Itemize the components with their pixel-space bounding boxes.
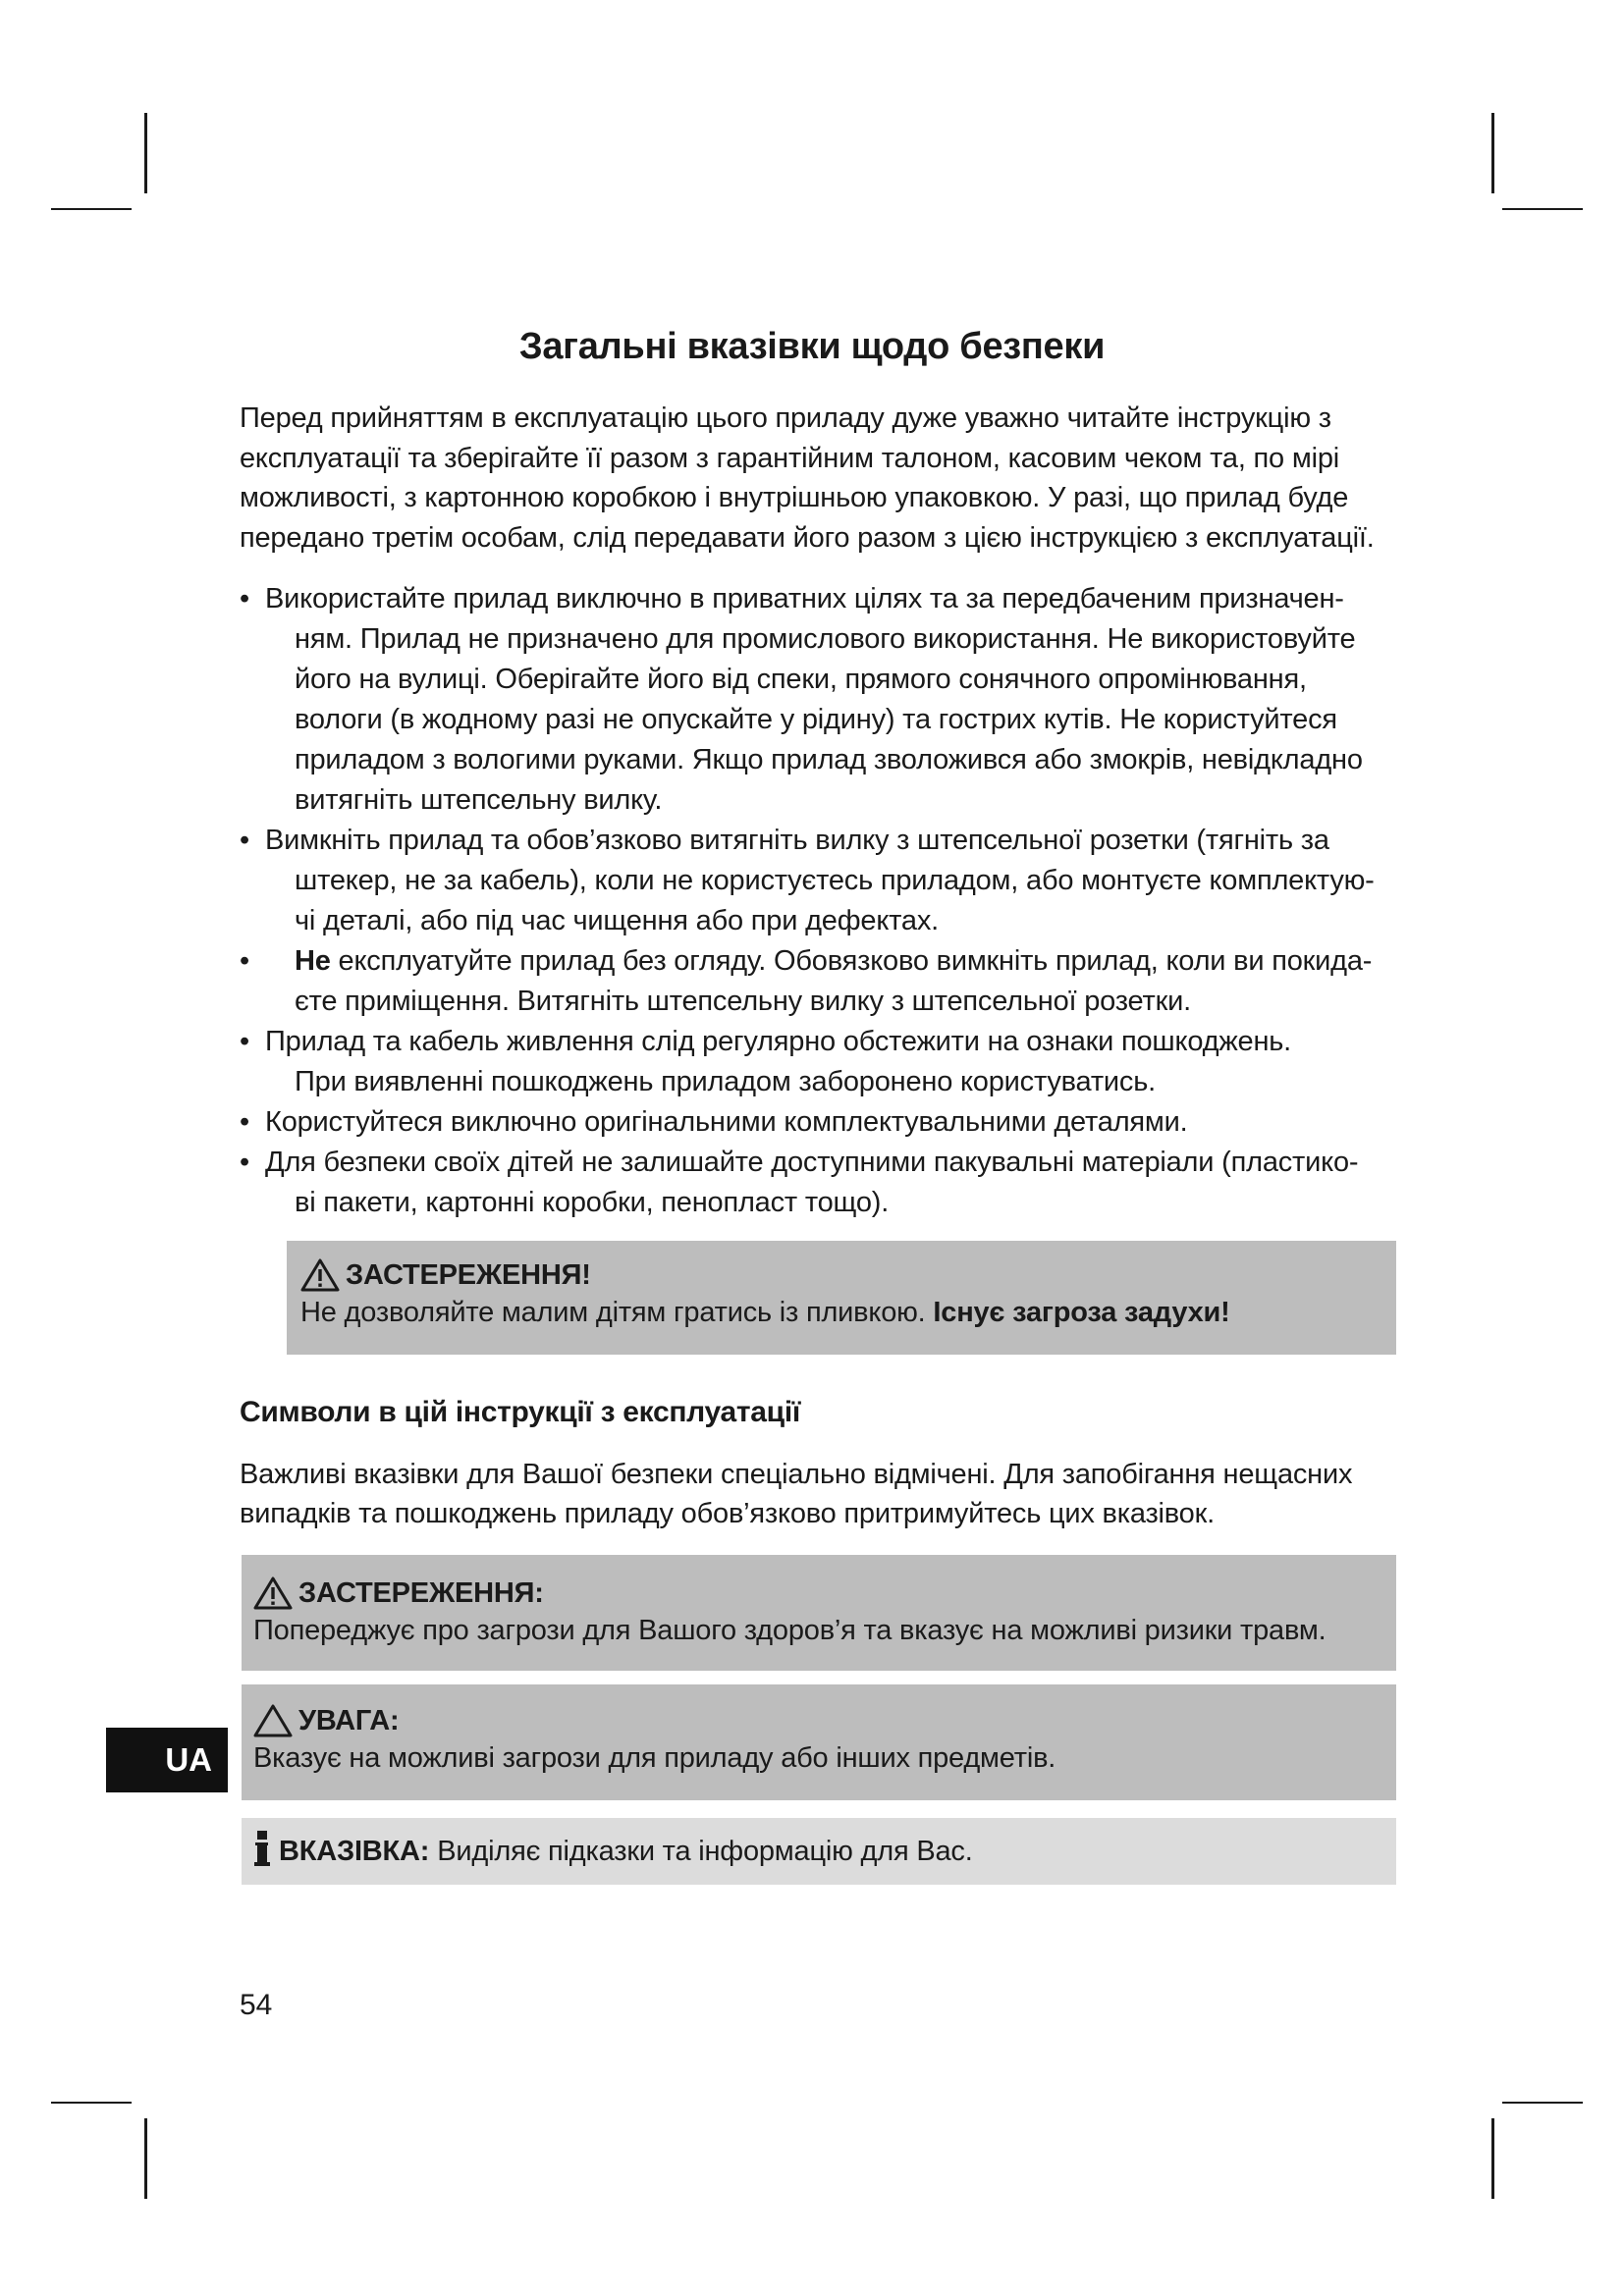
bullet-line: ням. Прилад не призначено для промислового використання. Не використовуйте <box>295 623 1356 655</box>
bullet-line: єте приміщення. Витягніть штепсельну вилку з штепсельної розетки. <box>295 986 1191 1017</box>
crop-mark <box>1502 2102 1583 2104</box>
bullet-line: Вимкніть прилад та обов’язково витягніть вилку з штепсельної розетки (тягніть за <box>265 825 1329 856</box>
bullet-line: вологи (в жодному разі не опускайте у рідину) та гострих кутів. Не користуйтеся <box>295 704 1337 735</box>
note-box-legend <box>242 1818 1396 1885</box>
bullet-dot: • <box>240 945 249 977</box>
bullet-dot: • <box>240 1026 249 1057</box>
warning-box-suffocation <box>287 1241 1396 1355</box>
note-text: Виділяє підказки та інформацію для Вас. <box>437 1836 973 1867</box>
intro-paragraph <box>240 399 1398 558</box>
symbols-line: випадків та пошкоджень приладу обов’язково притримуйтесь цих вказівок. <box>240 1498 1215 1529</box>
bullet-line: його на вулиці. Оберігайте його від спеки, прямого сонячного опромінювання, <box>295 664 1307 695</box>
intro-line: Перед прийняттям в експлуатацію цього приладу дуже уважно читайте інструкцію з <box>240 402 1331 434</box>
warning-triangle-icon <box>253 1576 293 1610</box>
list-item <box>240 821 1398 941</box>
caution-text: Вказує на можливі загрози для приладу або інших предметів. <box>253 1742 1056 1774</box>
bullet-line: приладом з вологими руками. Якщо прилад зволожився або змокрів, невідкладно <box>295 744 1363 775</box>
bullet-line: ві пакети, картонні коробки, пенопласт тощо). <box>295 1187 890 1218</box>
bullet-line: При виявленні пошкоджень приладом заборонено користуватись. <box>295 1066 1156 1097</box>
caution-triangle-icon <box>253 1704 293 1737</box>
crop-mark <box>144 2118 147 2199</box>
crop-mark <box>1491 2118 1494 2199</box>
bold-not: Не <box>295 945 331 977</box>
symbols-paragraph <box>240 1455 1398 1533</box>
warning-heading <box>300 1256 1382 1294</box>
page-number: 54 <box>240 1989 273 2021</box>
caution-heading <box>253 1702 1382 1739</box>
bullet-dot: • <box>240 583 249 614</box>
intro-line: передано третім особам, слід передавати його разом з цією інструкцією з експлуатації. <box>240 521 1375 554</box>
bullet-line: чі деталі, або під час чищення або при дефектах. <box>295 905 939 936</box>
list-item <box>240 1022 1398 1102</box>
warning-heading <box>253 1575 1382 1612</box>
language-tab: UA <box>106 1728 228 1792</box>
crop-mark <box>1502 208 1583 210</box>
bullet-line: витягніть штепсельну вилку. <box>295 784 663 816</box>
warning-triangle-icon <box>300 1258 340 1292</box>
warning-heading-text: ЗАСТЕРЕЖЕННЯ! <box>346 1259 591 1291</box>
warning-bold-text: Існує загроза задухи! <box>933 1297 1230 1328</box>
bullet-line: Для безпеки своїх дітей не залишайте доступними пакувальні матеріали (пластико- <box>265 1147 1359 1178</box>
warning-heading-text: ЗАСТЕРЕЖЕННЯ: <box>298 1577 544 1609</box>
bullet-line: Користуйтеся виключно оригінальними комплектувальними деталями. <box>265 1106 1188 1138</box>
bullet-line: штекер, не за кабель), коли не користуєтесь приладом, або монтуєте комплектую- <box>295 865 1375 896</box>
symbols-heading: Символи в цій інструкції з експлуатації <box>240 1396 800 1428</box>
list-item <box>240 1143 1398 1223</box>
crop-mark <box>1491 113 1494 193</box>
warning-text <box>300 1294 1382 1331</box>
bullet-line-rest: експлуатуйте прилад без огляду. Обовязково вимкніть прилад, коли ви покида- <box>330 945 1373 977</box>
warning-box-legend <box>242 1555 1396 1671</box>
warning-body: Не дозволяйте малим дітям гратись із пливкою. <box>300 1297 926 1328</box>
warning-text: Попереджує про загрози для Вашого здоров’я та вказує на можливі ризики травм. <box>253 1615 1326 1646</box>
bullet-line <box>265 941 1398 982</box>
intro-line: можливості, з картонною коробкою і внутрішньою упаковкою. У разі, що прилад буде <box>240 482 1349 513</box>
bullet-line: Прилад та кабель живлення слід регулярно обстежити на ознаки пошкоджень. <box>265 1026 1292 1057</box>
list-item <box>240 1102 1398 1143</box>
bullet-dot: • <box>240 1106 249 1138</box>
bullet-line: Використайте прилад виключно в приватних цілях та за передбаченим призначен- <box>265 583 1344 614</box>
crop-mark <box>51 2102 132 2104</box>
crop-mark <box>144 113 147 193</box>
note-label: ВКАЗІВКА: <box>279 1836 430 1867</box>
list-item <box>240 579 1398 821</box>
caution-heading-text: УВАГА: <box>298 1705 400 1736</box>
caution-box-legend <box>242 1684 1396 1800</box>
safety-bullet-list <box>240 579 1398 1223</box>
bullet-dot: • <box>240 825 249 856</box>
crop-mark <box>51 208 132 210</box>
symbols-line: Важливі вказівки для Вашої безпеки спеціально відмічені. Для запобігання нещасних <box>240 1459 1353 1490</box>
list-item <box>240 941 1398 1022</box>
intro-line: експлуатації та зберігайте її разом з гарантійним талоном, касовим чеком та, по мірі <box>240 442 1339 474</box>
info-icon <box>253 1831 271 1868</box>
page-title: Загальні вказівки щодо безпеки <box>518 326 1106 367</box>
bullet-dot: • <box>240 1147 249 1178</box>
